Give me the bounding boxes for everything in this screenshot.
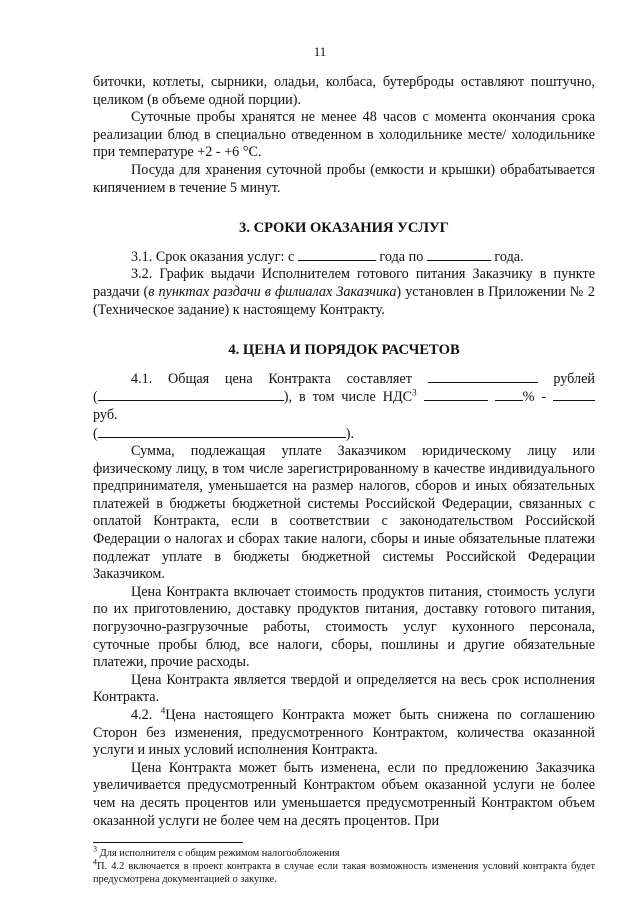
section-3-heading: 3. СРОКИ ОКАЗАНИЯ УСЛУГ	[239, 220, 449, 237]
vat-rate-blank	[424, 388, 488, 401]
clause-3-1-label: 3.1. Срок оказания услуг: с	[131, 248, 295, 265]
price-amount-blank	[428, 370, 538, 383]
page-number: 11	[313, 44, 327, 59]
footnote-ref-3: 3	[412, 387, 417, 398]
clause-3-1-end: года.	[494, 248, 524, 265]
paragraph-change: Цена Контракта может быть изменена, если по предложению Заказчика увеличивается предусмотренный Контрактом объем оказанной услуги не более чем на десять процентов или уменьшается предусмотренный Контрактом объем оказанной услуги не более чем на десять процентов. При	[93, 759, 595, 829]
footnote-4-text: П. 4.2 включается в проект контракта в случае если такая возможность изменения условий контракта будет предусмотрена документацией о закупке.	[93, 861, 595, 886]
vat-pct-blank	[495, 388, 523, 401]
paragraph-intro-1: биточки, котлеты, сырники, оладьи, колбаса, бутерброды оставляют поштучно, целиком (в объеме одной порции).	[93, 74, 595, 108]
paragraph-intro-3: Посуда для хранения суточной пробы (емкости и крышки) обрабатывается кипячением в течение 5 минут.	[93, 161, 595, 196]
clause-3-2-text-a: 3.2. График выдачи Исполнителем готового питания Заказчику в пункте раздачи (	[93, 266, 595, 300]
vat-label: ), в том числе НДС	[283, 389, 413, 406]
clause-3-1	[93, 248, 595, 267]
clause-4-1-line-2	[93, 388, 595, 424]
date-to-blank	[427, 248, 491, 261]
paren-open: (	[93, 389, 98, 406]
footnote-divider	[93, 842, 243, 843]
paragraph-includes: Цена Контракта включает стоимость продуктов питания, стоимость услуги по их приготовлению, доставку продуктов питания, доставку готового питания, погрузочно-разгрузочные работы, стоимость услуг кухонного персонала, суточные пробы блюд, все налоги, сборы, пошлины и другие обязательные платежи, прочие расходы.	[93, 583, 595, 671]
section-4-heading: 4. ЦЕНА И ПОРЯДОК РАСЧЕТОВ	[228, 342, 460, 359]
footnote-3	[93, 844, 595, 860]
date-from-blank	[298, 248, 376, 261]
vat-amount-blank	[553, 388, 595, 401]
clause-4-1-label: 4.1. Общая цена Контракта составляет	[131, 370, 412, 387]
clause-3-1-mid: года по	[379, 248, 424, 265]
price-words-blank	[98, 388, 284, 401]
paren-close-2: ).	[345, 425, 355, 442]
vat-words-blank	[98, 425, 346, 438]
document-body	[93, 74, 595, 886]
paragraph-sum: Сумма, подлежащая уплате Заказчиком юридическому лицу или физическому лицу, в том числе зарегистрированному в качестве индивидуального предпринимателя, уменьшается на размер налогов, сборов и иных обязательных платежей в бюджеты бюджетной системы Российской Федерации, связанных с оплатой Контракта, если в соответствии с законодательством Российской Федерации о налогах и сборах такие налоги, сборы и иные обязательные платежи подлежат уплате в бюджеты бюджетной системы Российской Федерации Заказчиком.	[93, 443, 595, 583]
clause-4-2	[93, 707, 595, 760]
clause-3-2	[93, 266, 595, 319]
paren-open-2: (	[93, 425, 98, 442]
rubles-label: рублей	[553, 370, 596, 387]
footnote-4	[93, 857, 595, 886]
clause-4-2-text: Цена настоящего Контракта может быть снижена по соглашению Сторон без изменения, предусмотренного Контрактом, количества оказанной услуги и иных условий исполнения Контракта.	[93, 707, 595, 759]
clause-4-1-line-3	[93, 425, 595, 444]
clause-4-2-number: 4.2.	[131, 707, 153, 723]
clause-3-2-text-b: ) установлен в Приложении № 2 (Техническое задание) к настоящему Контракту.	[93, 283, 596, 318]
rub-label: руб.	[93, 406, 118, 423]
clause-3-2-italic: в пунктах раздачи в филиалах Заказчика	[148, 283, 397, 300]
paragraph-fixed: Цена Контракта является твердой и определяется на весь срок исполнения Контракта.	[93, 671, 595, 706]
footnote-ref-4: 4	[160, 705, 166, 716]
footnote-3-text: Для исполнителя с общим режимом налогообложения	[99, 848, 340, 860]
footnote-4-mark: 4	[93, 857, 97, 867]
percent-label: % -	[522, 389, 547, 406]
clause-4-1-line-1	[93, 370, 595, 389]
footnote-3-mark: 3	[93, 844, 97, 854]
paragraph-intro-2: Суточные пробы хранятся не менее 48 часов с момента окончания срока реализации блюд в специально отведенном в холодильнике месте/ холодильнике при температуре +2 - +6 °С.	[93, 109, 595, 161]
